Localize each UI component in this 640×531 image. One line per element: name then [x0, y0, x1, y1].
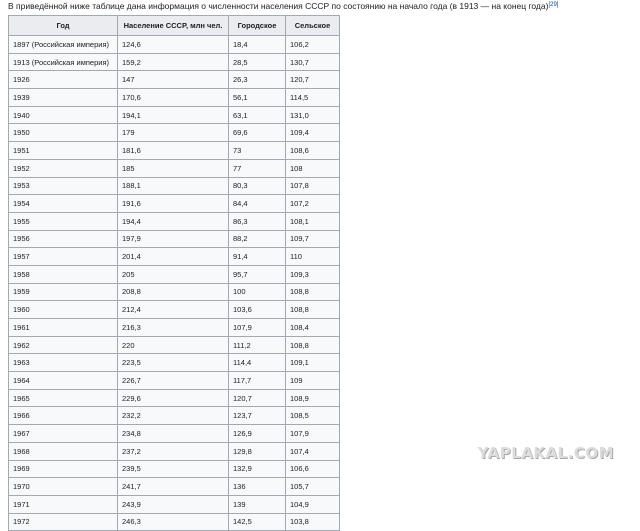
- cell-population: 241,7: [118, 478, 229, 496]
- cell-population: 216,3: [118, 319, 229, 337]
- table-row: [9, 230, 340, 248]
- cell-year: 1958: [9, 265, 118, 283]
- watermark-logo: YAPLAKAL.COM: [477, 444, 614, 462]
- table-row: [9, 319, 340, 337]
- cell-year: 1939: [9, 89, 118, 107]
- cell-urban: 26,3: [229, 71, 286, 89]
- cell-urban: 91,4: [229, 248, 286, 266]
- cell-population: 243,9: [118, 495, 229, 513]
- table-row: [9, 195, 340, 213]
- intro-paragraph: [8, 0, 558, 12]
- cell-year: 1961: [9, 319, 118, 337]
- header-rural[interactable]: Сельское: [286, 16, 340, 36]
- cell-rural: 120,7: [286, 71, 340, 89]
- cell-population: 201,4: [118, 248, 229, 266]
- table-body: [9, 36, 340, 531]
- table-row: [9, 495, 340, 513]
- cell-population: 212,4: [118, 301, 229, 319]
- cell-population: 179: [118, 124, 229, 142]
- cell-year: 1897 (Российская империя): [9, 36, 118, 54]
- cell-rural: 105,7: [286, 478, 340, 496]
- cell-urban: 73: [229, 142, 286, 160]
- cell-year: 1970: [9, 478, 118, 496]
- cell-urban: 142,5: [229, 513, 286, 531]
- cell-urban: 107,9: [229, 319, 286, 337]
- table-header-row: [9, 16, 340, 36]
- table-row: [9, 53, 340, 71]
- cell-urban: 103,6: [229, 301, 286, 319]
- cell-rural: 107,8: [286, 177, 340, 195]
- cell-urban: 117,7: [229, 372, 286, 390]
- cell-population: 188,1: [118, 177, 229, 195]
- cell-rural: 108,5: [286, 407, 340, 425]
- cell-year: 1952: [9, 159, 118, 177]
- cell-rural: 114,5: [286, 89, 340, 107]
- table-row: [9, 336, 340, 354]
- cell-urban: 100: [229, 283, 286, 301]
- cell-urban: 139: [229, 495, 286, 513]
- table-row: [9, 407, 340, 425]
- cell-population: 185: [118, 159, 229, 177]
- cell-rural: 107,9: [286, 425, 340, 443]
- cell-rural: 110: [286, 248, 340, 266]
- cell-urban: 28,5: [229, 53, 286, 71]
- cell-urban: 69,6: [229, 124, 286, 142]
- cell-rural: 107,4: [286, 442, 340, 460]
- cell-rural: 108,8: [286, 283, 340, 301]
- cell-year: 1953: [9, 177, 118, 195]
- cell-population: 237,2: [118, 442, 229, 460]
- cell-rural: 108,8: [286, 301, 340, 319]
- cell-year: 1968: [9, 442, 118, 460]
- table-row: [9, 71, 340, 89]
- cell-urban: 129,8: [229, 442, 286, 460]
- cell-rural: 108,1: [286, 212, 340, 230]
- cell-year: 1954: [9, 195, 118, 213]
- table-row: [9, 106, 340, 124]
- cell-rural: 108,6: [286, 142, 340, 160]
- cell-population: 226,7: [118, 372, 229, 390]
- cell-urban: 95,7: [229, 265, 286, 283]
- table-row: [9, 177, 340, 195]
- cell-year: 1959: [9, 283, 118, 301]
- table-row: [9, 425, 340, 443]
- table-row: [9, 478, 340, 496]
- cell-urban: 132,9: [229, 460, 286, 478]
- cell-urban: 86,3: [229, 212, 286, 230]
- table-row: [9, 265, 340, 283]
- cell-urban: 114,4: [229, 354, 286, 372]
- cell-year: 1940: [9, 106, 118, 124]
- cell-year: 1960: [9, 301, 118, 319]
- cell-rural: 106,2: [286, 36, 340, 54]
- cell-population: 208,8: [118, 283, 229, 301]
- table-row: [9, 248, 340, 266]
- table-row: [9, 159, 340, 177]
- cell-population: 147: [118, 71, 229, 89]
- cell-rural: 103,8: [286, 513, 340, 531]
- cell-year: 1966: [9, 407, 118, 425]
- cell-rural: 109,4: [286, 124, 340, 142]
- cell-population: 170,6: [118, 89, 229, 107]
- cell-urban: 120,7: [229, 389, 286, 407]
- cell-urban: 56,1: [229, 89, 286, 107]
- cell-rural: 109,1: [286, 354, 340, 372]
- cell-rural: 109,3: [286, 265, 340, 283]
- cell-year: 1913 (Российская империя): [9, 53, 118, 71]
- cell-rural: 108,9: [286, 389, 340, 407]
- cell-population: 232,2: [118, 407, 229, 425]
- table-row: [9, 301, 340, 319]
- cell-population: 159,2: [118, 53, 229, 71]
- cell-rural: 107,2: [286, 195, 340, 213]
- table-row: [9, 89, 340, 107]
- cell-year: 1967: [9, 425, 118, 443]
- cell-rural: 130,7: [286, 53, 340, 71]
- table-row: [9, 513, 340, 531]
- cell-rural: 109: [286, 372, 340, 390]
- cell-population: 246,3: [118, 513, 229, 531]
- cell-year: 1969: [9, 460, 118, 478]
- cell-year: 1965: [9, 389, 118, 407]
- cell-year: 1972: [9, 513, 118, 531]
- table-row: [9, 389, 340, 407]
- cell-urban: 77: [229, 159, 286, 177]
- cell-urban: 126,9: [229, 425, 286, 443]
- cell-urban: 111,2: [229, 336, 286, 354]
- cell-population: 194,4: [118, 212, 229, 230]
- table-row: [9, 124, 340, 142]
- population-table: [8, 15, 340, 531]
- cell-urban: 63,1: [229, 106, 286, 124]
- cell-year: 1957: [9, 248, 118, 266]
- table-row: [9, 460, 340, 478]
- cell-urban: 84,4: [229, 195, 286, 213]
- cell-population: 194,1: [118, 106, 229, 124]
- cell-year: 1955: [9, 212, 118, 230]
- cell-rural: 106,6: [286, 460, 340, 478]
- table-row: [9, 283, 340, 301]
- table-row: [9, 442, 340, 460]
- cell-rural: 104,9: [286, 495, 340, 513]
- cell-year: 1963: [9, 354, 118, 372]
- cell-rural: 108,8: [286, 336, 340, 354]
- intro-text: В приведённой ниже таблице дана информация о численности населения СССР по состоянию на начало года (в 1913 — на конец года): [8, 1, 549, 11]
- cell-population: 239,5: [118, 460, 229, 478]
- table-row: [9, 354, 340, 372]
- cell-population: 181,6: [118, 142, 229, 160]
- cell-year: 1951: [9, 142, 118, 160]
- cell-year: 1926: [9, 71, 118, 89]
- cell-urban: 18,4: [229, 36, 286, 54]
- cell-rural: 108,4: [286, 319, 340, 337]
- cell-population: 124,6: [118, 36, 229, 54]
- cell-urban: 80,3: [229, 177, 286, 195]
- cell-rural: 131,0: [286, 106, 340, 124]
- header-year[interactable]: Год: [9, 16, 118, 36]
- table-row: [9, 372, 340, 390]
- cell-urban: 136: [229, 478, 286, 496]
- cell-population: 223,5: [118, 354, 229, 372]
- table-row: [9, 212, 340, 230]
- cell-year: 1964: [9, 372, 118, 390]
- reference-link[interactable]: [29]: [548, 2, 559, 8]
- cell-year: 1962: [9, 336, 118, 354]
- cell-year: 1971: [9, 495, 118, 513]
- cell-year: 1956: [9, 230, 118, 248]
- cell-population: 191,6: [118, 195, 229, 213]
- cell-population: 197,9: [118, 230, 229, 248]
- table-row: [9, 142, 340, 160]
- cell-year: 1950: [9, 124, 118, 142]
- cell-urban: 88,2: [229, 230, 286, 248]
- header-population[interactable]: Население СССР, млн чел.: [118, 16, 229, 36]
- cell-rural: 108: [286, 159, 340, 177]
- cell-rural: 109,7: [286, 230, 340, 248]
- cell-population: 229,6: [118, 389, 229, 407]
- cell-urban: 123,7: [229, 407, 286, 425]
- cell-population: 234,8: [118, 425, 229, 443]
- cell-population: 220: [118, 336, 229, 354]
- cell-population: 205: [118, 265, 229, 283]
- header-urban[interactable]: Городское: [229, 16, 286, 36]
- table-row: [9, 36, 340, 54]
